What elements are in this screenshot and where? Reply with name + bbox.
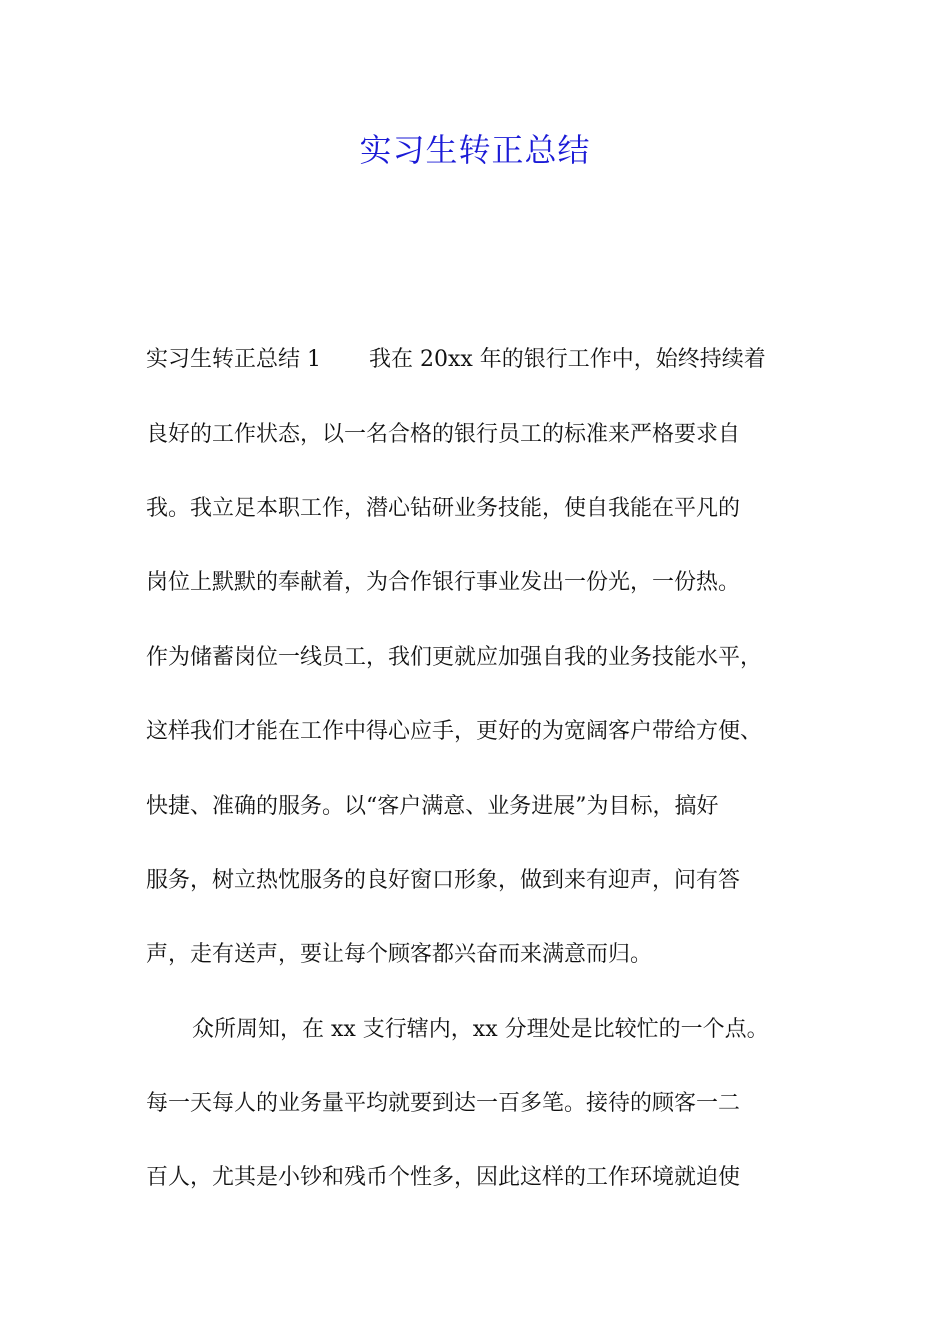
paragraph-line-2: 良好的工作状态，以一名合格的银行员工的标准来严格要求自 (146, 422, 741, 447)
section-heading-label: 实习生转正总结 1 (146, 347, 321, 372)
paragraph-line-6: 这样我们才能在工作中得心应手，更好的为宽阔客户带给方便、 (146, 719, 763, 744)
paragraph-line-8: 服务，树立热忱服务的良好窗口形象，做到来有迎声，问有答 (146, 868, 741, 893)
paragraph-line-3: 我。我立足本职工作，潜心钻研业务技能，使自我能在平凡的 (146, 496, 741, 521)
paragraph-text: 我在 20xx 年的银行工作中，始终持续着 (369, 347, 766, 372)
document-title: 实习生转正总结 (359, 131, 591, 169)
paragraph-line-4: 岗位上默默的奉献着，为合作银行事业发出一份光，一份热。 (146, 570, 741, 595)
paragraph-line-11: 每一天每人的业务量平均就要到达一百多笔。接待的顾客一二 (146, 1091, 741, 1116)
paragraph-line-5: 作为储蓄岗位一线员工，我们更就应加强自我的业务技能水平， (146, 645, 763, 670)
paragraph-line-12: 百人，尤其是小钞和残币个性多，因此这样的工作环境就迫使 (146, 1165, 741, 1190)
paragraph-line-1 (146, 345, 766, 375)
paragraph-line-7: 快捷、准确的服务。以“客户满意、业务进展”为目标，搞好 (146, 794, 719, 819)
paragraph-line-10: 众所周知，在 xx 支行辖内，xx 分理处是比较忙的一个点。 (192, 1017, 769, 1042)
paragraph-line-9: 声，走有送声，要让每个顾客都兴奋而来满意而归。 (146, 942, 653, 967)
